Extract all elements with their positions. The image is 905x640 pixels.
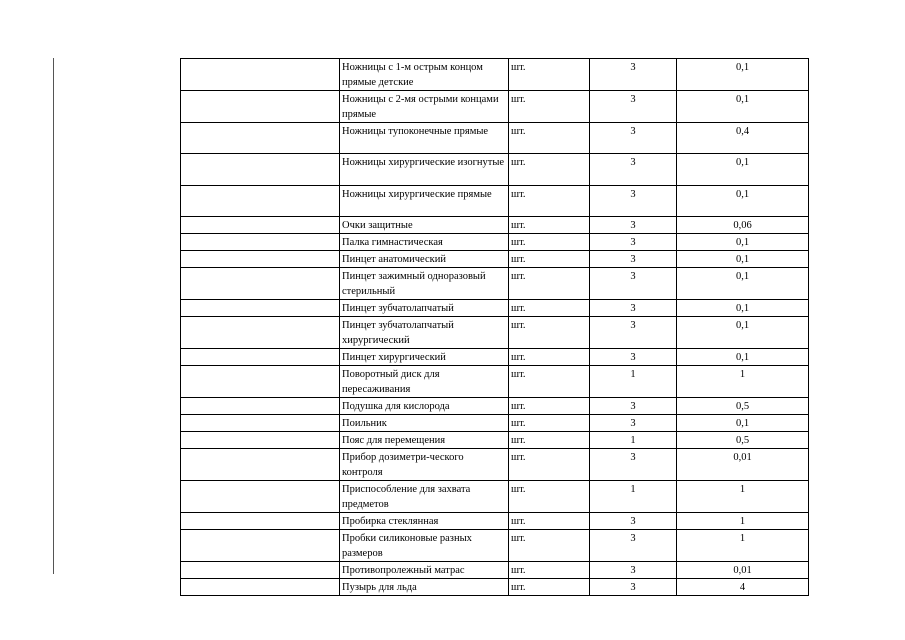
rate-cell: 0,06 (677, 217, 809, 234)
table-row (181, 530, 809, 562)
quantity-cell: 3 (590, 123, 677, 154)
rate-cell: 0,5 (677, 432, 809, 449)
quantity-cell: 3 (590, 349, 677, 366)
item-name-cell: Ножницы хирургические изогнутые (340, 154, 509, 186)
quantity-cell: 3 (590, 154, 677, 186)
unit-cell: шт. (509, 300, 590, 317)
quantity-cell: 3 (590, 234, 677, 251)
unit-cell: шт. (509, 530, 590, 562)
row-number-cell (181, 349, 340, 366)
rate-cell: 0,1 (677, 300, 809, 317)
row-number-cell (181, 251, 340, 268)
rate-cell: 0,1 (677, 268, 809, 300)
rate-cell: 0,4 (677, 123, 809, 154)
unit-cell: шт. (509, 123, 590, 154)
rate-cell: 0,1 (677, 91, 809, 123)
quantity-cell: 3 (590, 217, 677, 234)
item-name-cell: Палка гимнастическая (340, 234, 509, 251)
item-name-cell: Прибор дозиметри-ческого контроля (340, 449, 509, 481)
quantity-cell: 3 (590, 562, 677, 579)
row-number-cell (181, 59, 340, 91)
table-row (181, 186, 809, 217)
quantity-cell: 3 (590, 251, 677, 268)
table-row (181, 300, 809, 317)
unit-cell: шт. (509, 481, 590, 513)
rate-cell: 1 (677, 366, 809, 398)
row-number-cell (181, 91, 340, 123)
rate-cell: 0,1 (677, 415, 809, 432)
rate-cell: 0,1 (677, 154, 809, 186)
item-name-cell: Противопролежный матрас (340, 562, 509, 579)
table-row (181, 398, 809, 415)
item-name-cell: Ножницы тупоконечные прямые (340, 123, 509, 154)
quantity-cell: 3 (590, 530, 677, 562)
quantity-cell: 3 (590, 91, 677, 123)
unit-cell: шт. (509, 268, 590, 300)
row-number-cell (181, 449, 340, 481)
quantity-cell: 3 (590, 449, 677, 481)
equipment-table (180, 58, 809, 596)
row-number-cell (181, 268, 340, 300)
unit-cell: шт. (509, 154, 590, 186)
item-name-cell: Пинцет хирургический (340, 349, 509, 366)
item-name-cell: Пояс для перемещения (340, 432, 509, 449)
quantity-cell: 1 (590, 366, 677, 398)
item-name-cell: Пузырь для льда (340, 579, 509, 596)
table-row (181, 91, 809, 123)
unit-cell: шт. (509, 349, 590, 366)
item-name-cell: Пинцет зубчатолапчатый хирургический (340, 317, 509, 349)
unit-cell: шт. (509, 317, 590, 349)
unit-cell: шт. (509, 217, 590, 234)
rate-cell: 0,1 (677, 234, 809, 251)
quantity-cell: 3 (590, 268, 677, 300)
rate-cell: 0,1 (677, 186, 809, 217)
unit-cell: шт. (509, 186, 590, 217)
quantity-cell: 1 (590, 481, 677, 513)
rate-cell: 1 (677, 481, 809, 513)
table-row (181, 449, 809, 481)
row-number-cell (181, 562, 340, 579)
item-name-cell: Поворотный диск для пересаживания (340, 366, 509, 398)
item-name-cell: Приспособление для захвата предметов (340, 481, 509, 513)
row-number-cell (181, 300, 340, 317)
row-number-cell (181, 513, 340, 530)
quantity-cell: 3 (590, 317, 677, 349)
row-number-cell (181, 415, 340, 432)
item-name-cell: Очки защитные (340, 217, 509, 234)
equipment-table-body (181, 59, 809, 596)
row-number-cell (181, 366, 340, 398)
unit-cell: шт. (509, 579, 590, 596)
item-name-cell: Ножницы с 2-мя острыми концами прямые (340, 91, 509, 123)
table-row (181, 415, 809, 432)
quantity-cell: 3 (590, 186, 677, 217)
row-number-cell (181, 217, 340, 234)
rate-cell: 0,1 (677, 59, 809, 91)
unit-cell: шт. (509, 234, 590, 251)
table-row (181, 268, 809, 300)
row-number-cell (181, 317, 340, 349)
table-row (181, 154, 809, 186)
unit-cell: шт. (509, 513, 590, 530)
quantity-cell: 3 (590, 415, 677, 432)
table-row (181, 349, 809, 366)
quantity-cell: 3 (590, 513, 677, 530)
table-row (181, 251, 809, 268)
rate-cell: 0,1 (677, 251, 809, 268)
table-row (181, 317, 809, 349)
page-margin-line (53, 58, 54, 574)
row-number-cell (181, 154, 340, 186)
row-number-cell (181, 530, 340, 562)
unit-cell: шт. (509, 398, 590, 415)
table-row (181, 59, 809, 91)
table-row (181, 562, 809, 579)
item-name-cell: Поильник (340, 415, 509, 432)
row-number-cell (181, 579, 340, 596)
rate-cell: 0,1 (677, 349, 809, 366)
rate-cell: 1 (677, 530, 809, 562)
table-row (181, 234, 809, 251)
quantity-cell: 3 (590, 300, 677, 317)
table-row (181, 432, 809, 449)
item-name-cell: Подушка для кислорода (340, 398, 509, 415)
unit-cell: шт. (509, 91, 590, 123)
table-row (181, 579, 809, 596)
table-row (181, 217, 809, 234)
row-number-cell (181, 481, 340, 513)
item-name-cell: Пинцет зажимный одноразовый стерильный (340, 268, 509, 300)
unit-cell: шт. (509, 415, 590, 432)
rate-cell: 0,1 (677, 317, 809, 349)
row-number-cell (181, 123, 340, 154)
unit-cell: шт. (509, 59, 590, 91)
table-row (181, 481, 809, 513)
row-number-cell (181, 186, 340, 217)
unit-cell: шт. (509, 562, 590, 579)
item-name-cell: Пинцет зубчатолапчатый (340, 300, 509, 317)
row-number-cell (181, 398, 340, 415)
table-row (181, 123, 809, 154)
rate-cell: 4 (677, 579, 809, 596)
unit-cell: шт. (509, 432, 590, 449)
unit-cell: шт. (509, 251, 590, 268)
quantity-cell: 3 (590, 579, 677, 596)
row-number-cell (181, 234, 340, 251)
quantity-cell: 3 (590, 59, 677, 91)
unit-cell: шт. (509, 449, 590, 481)
row-number-cell (181, 432, 340, 449)
table-row (181, 366, 809, 398)
quantity-cell: 1 (590, 432, 677, 449)
item-name-cell: Пробки силиконовые разных размеров (340, 530, 509, 562)
rate-cell: 0,01 (677, 562, 809, 579)
table-row (181, 513, 809, 530)
item-name-cell: Ножницы хирургические прямые (340, 186, 509, 217)
rate-cell: 0,5 (677, 398, 809, 415)
item-name-cell: Пинцет анатомический (340, 251, 509, 268)
rate-cell: 0,01 (677, 449, 809, 481)
item-name-cell: Ножницы с 1-м острым концом прямые детские (340, 59, 509, 91)
item-name-cell: Пробирка стеклянная (340, 513, 509, 530)
quantity-cell: 3 (590, 398, 677, 415)
rate-cell: 1 (677, 513, 809, 530)
unit-cell: шт. (509, 366, 590, 398)
